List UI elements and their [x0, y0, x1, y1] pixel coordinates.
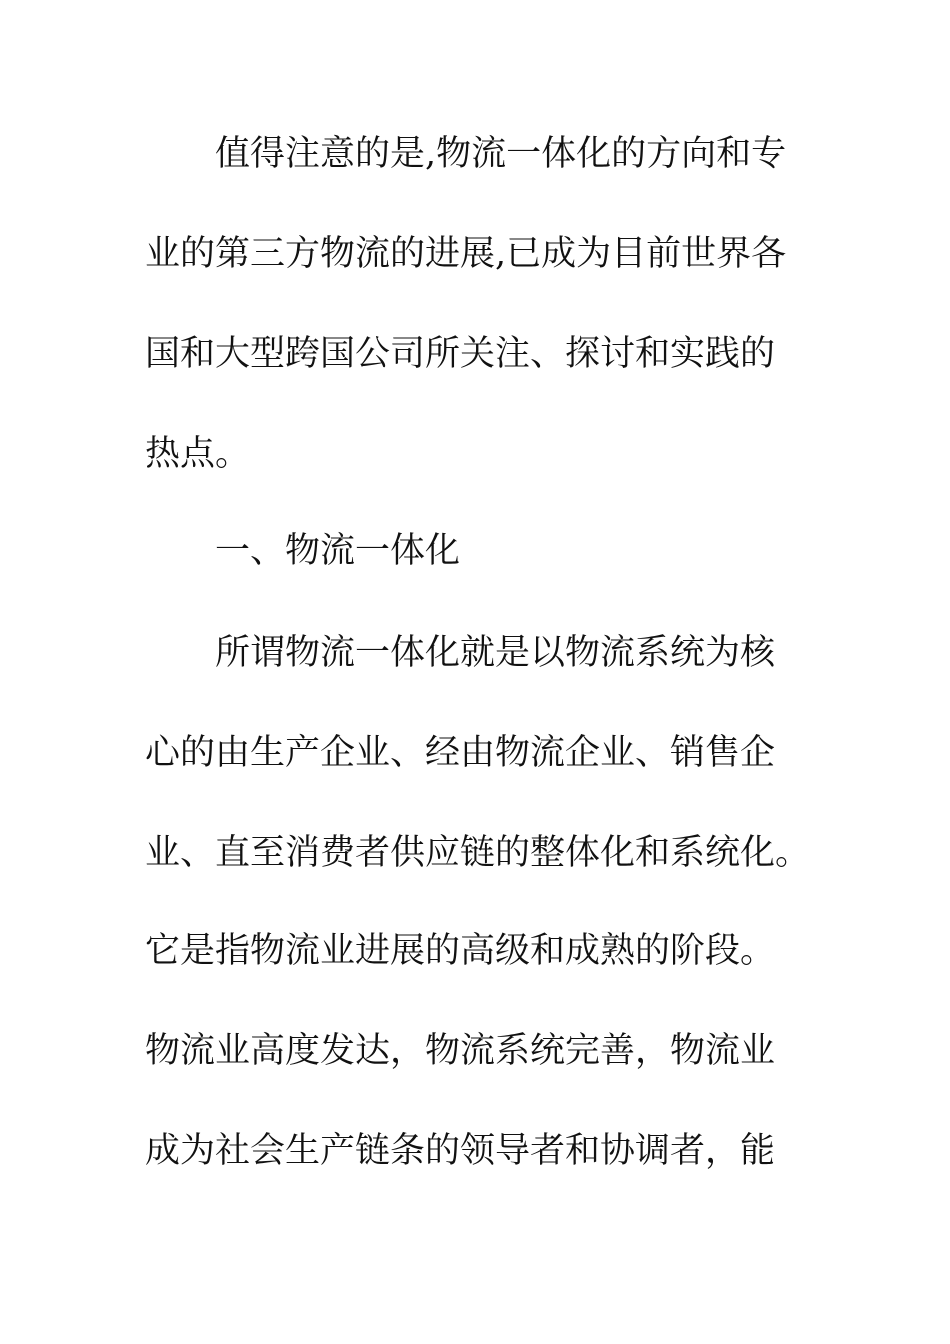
- paragraph-1-line-3: 国和大型跨国公司所关注、探讨和实践的: [145, 334, 776, 374]
- paragraph-1-line-1: 值得注意的是,物流一体化的方向和专: [215, 134, 787, 174]
- paragraph-2-line-1: 所谓物流一体化就是以物流系统为核: [215, 633, 776, 673]
- paragraph-1-line-2: 业的第三方物流的进展,已成为目前世界各: [145, 234, 787, 274]
- paragraph-2-line-3: 业、直至消费者供应链的整体化和系统化。: [145, 833, 811, 873]
- paragraph-2-line-6: 成为社会生产链条的领导者和协调者，能: [145, 1131, 776, 1171]
- section-heading: 一、物流一体化: [215, 531, 461, 571]
- paragraph-2-line-2: 心的由生产企业、经由物流企业、销售企: [145, 733, 776, 773]
- paragraph-1-line-4: 热点。: [145, 434, 251, 474]
- paragraph-2-line-5: 物流业高度发达，物流系统完善，物流业: [145, 1031, 776, 1071]
- paragraph-2-line-4: 它是指物流业进展的高级和成熟的阶段。: [145, 931, 776, 971]
